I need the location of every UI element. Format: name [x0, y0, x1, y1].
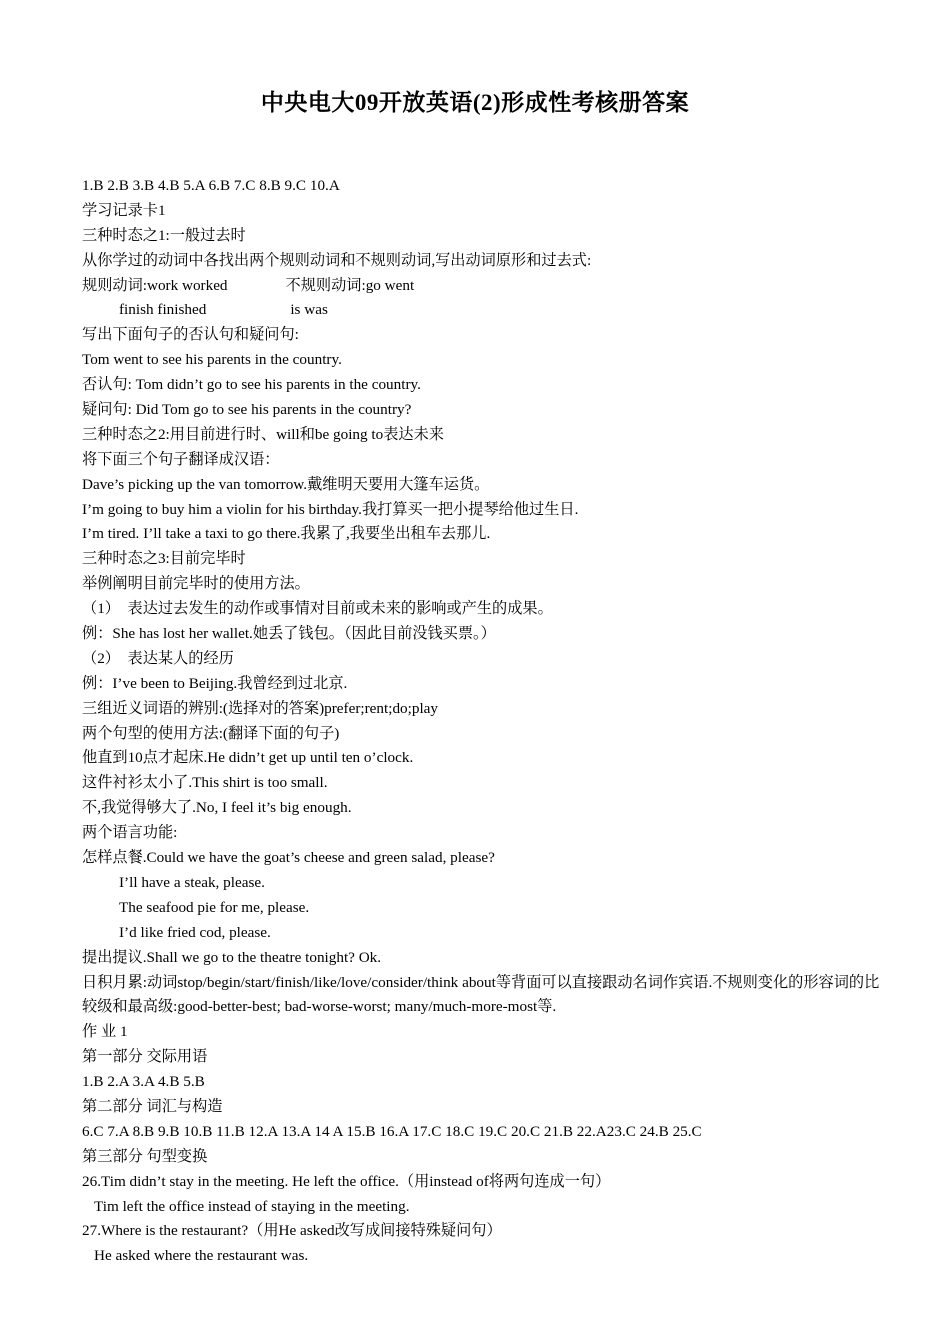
text-line: 27.Where is the restaurant?（用He asked改写成间接特殊疑问句）	[82, 1222, 502, 1240]
verb-pair-line	[82, 274, 882, 299]
document-title: 中央电大09开放英语(2)形成性考核册答案	[260, 90, 690, 115]
text-line: （1） 表达过去发生的动作或事情对目前或未来的影响或产生的成果。	[82, 600, 553, 618]
section-heading: 学习记录卡1	[82, 201, 166, 219]
text-line: 两个句型的使用方法:(翻译下面的句子)	[82, 724, 340, 742]
text-line: 否认句: Tom didn’t go to see his parents in the country.	[82, 376, 421, 394]
text-line: 从你学过的动词中各找出两个规则动词和不规则动词,写出动词原形和过去式:	[82, 251, 592, 269]
text-line: 怎样点餐.Could we have the goat’s cheese and green salad, please?	[82, 849, 495, 867]
text-line: 例：She has lost her wallet.她丢了钱包。（因此目前没钱买票。）	[82, 625, 496, 643]
text-line: 疑问句: Did Tom go to see his parents in the country?	[82, 401, 412, 419]
text-line: （2） 表达某人的经历	[82, 649, 234, 667]
text-line: I’m going to buy him a violin for his birthday.我打算买一把小提琴给他过生日.	[82, 500, 579, 518]
text-line: The seafood pie for me, please.	[119, 898, 310, 916]
text-line: I’d like fried cod, please.	[119, 923, 271, 941]
text-line: 三种时态之3:目前完毕时	[82, 550, 246, 568]
text-line: Dave’s picking up the van tomorrow.戴维明天要用大篷车运货。	[82, 475, 490, 493]
text-line: I’m tired. I’ll take a taxi to go there.我累了,我要坐出租车去那儿.	[82, 525, 491, 543]
section-heading: 第三部分 句型变换	[82, 1147, 208, 1165]
irregular-verb: 不规则动词:go went	[285, 276, 415, 294]
regular-verb: finish finished	[119, 301, 207, 319]
text-line: Tom went to see his parents in the country.	[82, 351, 342, 369]
text-line: 26.Tim didn’t stay in the meeting. He left the office.（用instead of将两句连成一句）	[82, 1172, 611, 1190]
text-line: 举例阐明目前完毕时的使用方法。	[82, 575, 310, 593]
text-line: 这件衬衫太小了.This shirt is too small.	[82, 774, 328, 792]
text-line: 三种时态之2:用目前进行时、will和be going to表达未来	[82, 425, 444, 443]
text-line: 写出下面句子的否认句和疑问句:	[82, 326, 299, 344]
text-line: 不,我觉得够大了.No, I feel it’s big enough.	[82, 799, 352, 817]
answer-line: 6.C 7.A 8.B 9.B 10.B 11.B 12.A 13.A 14 A 15.B 16.A 17.C 18.C 19.C 20.C 21.B 22.A23.C 24.B 25.C	[82, 1122, 702, 1140]
document-body	[82, 174, 882, 1269]
answer-line: 1.B 2.B 3.B 4.B 5.A 6.B 7.C 8.B 9.C 10.A	[82, 177, 340, 194]
text-line: Tim left the office instead of staying in the meeting.	[94, 1197, 410, 1215]
section-heading: 第一部分 交际用语	[82, 1048, 208, 1066]
text-line: He asked where the restaurant was.	[94, 1247, 309, 1265]
section-heading: 第二部分 词汇与构造	[82, 1097, 223, 1115]
section-heading: 作 业 1	[82, 1023, 128, 1041]
text-line: 例：I’ve been to Beijing.我曾经到过北京.	[82, 674, 348, 692]
text-line: 将下面三个句子翻译成汉语：	[82, 450, 280, 468]
regular-verb: 规则动词:work worked	[82, 276, 228, 294]
text-line: I’ll have a steak, please.	[119, 873, 265, 891]
irregular-verb: is was	[290, 301, 328, 319]
text-line: 两个语言功能:	[82, 824, 178, 842]
text-paragraph: 日积月累:动词stop/begin/start/finish/like/love/consider/think about等背面可以直接跟动名词作宾语.不规则变化的形容词的比较级和最高级:good-better-best; bad-worse-worst; many/much-more-most等.	[82, 973, 880, 1016]
verb-pair-line	[82, 298, 882, 323]
text-line: 他直到10点才起床.He didn’t get up until ten o’clock.	[82, 749, 414, 767]
text-line: 提出提议.Shall we go to the theatre tonight? Ok.	[82, 948, 382, 966]
answer-line: 1.B 2.A 3.A 4.B 5.B	[82, 1073, 205, 1091]
text-line: 三种时态之1:一般过去时	[82, 226, 246, 244]
text-line: 三组近义词语的辨别:(选择对的答案)prefer;rent;do;play	[82, 699, 439, 717]
